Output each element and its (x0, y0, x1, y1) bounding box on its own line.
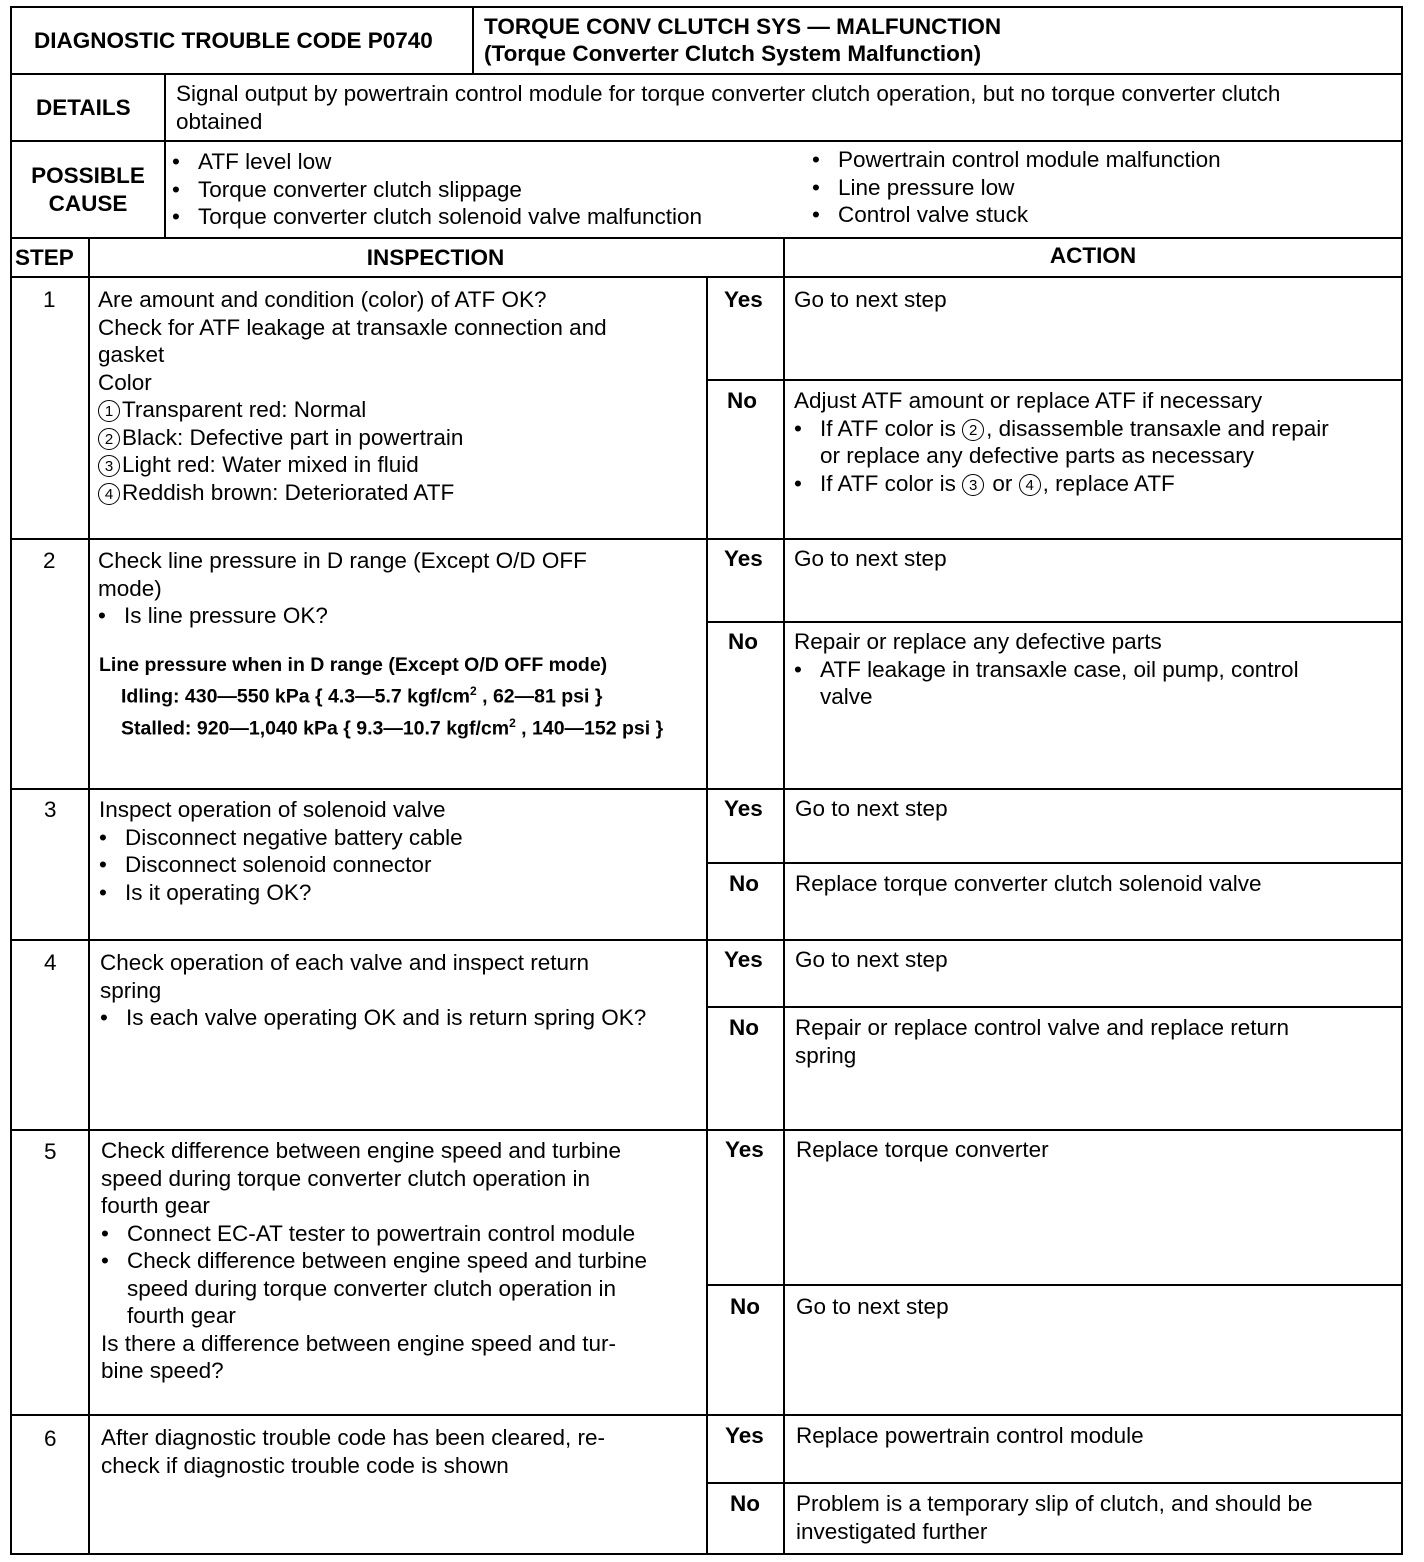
line-pressure-spec: Line pressure when in D range (Except O/D OFF mode) Idling: 430—550 kPa { 4.3—5.7 kgf/$cm^2$ , 62—81 psi } Stalled: 920—1,040 kPa { 9.3—10.7 kgf/$cm^2$ , 140—152 psi } (99, 654, 664, 739)
yes-label: Yes (725, 1137, 764, 1162)
step-number: 2 (43, 548, 56, 573)
step-4-no-action: Repair or replace control valve and replace return spring (795, 1015, 1290, 1068)
column-header-inspection: INSPECTION (366, 245, 505, 270)
color-item: 3 Light red: Water mixed in fluid (98, 451, 607, 479)
circled-number: 3 (962, 474, 984, 496)
step-2-no-action: Repair or replace any defective parts • ATF leakage in transaxle case, oil pump, control valve (794, 628, 1299, 711)
yes-label: Yes (725, 1423, 764, 1448)
step-2-yes-action: Go to next step (794, 546, 947, 571)
step-6-inspection: After diagnostic trouble code has been cleared, re- check if diagnostic trouble code is shown (101, 1425, 606, 1478)
list-item: • Control valve stuck (812, 201, 1221, 229)
step-1-no-action: Adjust ATF amount or replace ATF if necessary • If ATF color is 2 , disassemble transaxle and repair or replace any defective parts as necessary • If ATF color is 3 or 4 , replace ATF (794, 387, 1329, 497)
step-2-inspection: Check line pressure in D range (Except O/D OFF mode) • Is line pressure OK? (98, 547, 587, 630)
step-3-yes-action: Go to next step (795, 796, 948, 821)
list-item: • Line pressure low (812, 174, 1221, 202)
step-6-yes-action: Replace powertrain control module (796, 1423, 1144, 1448)
step-4-inspection: Check operation of each valve and inspect return spring • Is each valve operating OK and is return spring OK? (100, 949, 646, 1032)
no-label: No (730, 1294, 760, 1319)
dtc-code-label: DIAGNOSTIC TROUBLE CODE P0740 (34, 28, 433, 53)
dtc-title: TORQUE CONV CLUTCH SYS — MALFUNCTION (484, 14, 1002, 39)
circled-number: 4 (1019, 474, 1041, 496)
list-item: • Torque converter clutch solenoid valve malfunction (172, 203, 702, 231)
circled-number: 2 (98, 428, 120, 450)
list-item: • Torque converter clutch slippage (172, 176, 702, 204)
yes-label: Yes (724, 796, 763, 821)
no-label: No (729, 871, 759, 896)
details-text: Signal output by powertrain control module for torque converter clutch operation, but no torque converter clutch obtained (176, 81, 1281, 134)
list-item: • ATF level low (172, 148, 702, 176)
color-item: 1 Transparent red: Normal (98, 396, 607, 424)
no-label: No (727, 388, 757, 413)
yes-label: Yes (724, 287, 763, 312)
dtc-subtitle: (Torque Converter Clutch System Malfunction) (484, 41, 982, 66)
color-item: 2 Black: Defective part in powertrain (98, 424, 607, 452)
step-4-yes-action: Go to next step (795, 947, 948, 972)
color-item: 4 Reddish brown: Deteriorated ATF (98, 479, 607, 507)
step-1-inspection: Are amount and condition (color) of ATF OK? Check for ATF leakage at transaxle connection and gasket Color 1 Transparent red: Normal 2 Black: Defective part in powertrain 3 Light red: Water mixed in fluid 4 Reddish brown: Deteriorated ATF (98, 287, 607, 505)
step-1-yes-action: Go to next step (794, 287, 947, 312)
step-5-no-action: Go to next step (796, 1294, 949, 1319)
list-item: • Powertrain control module malfunction (812, 146, 1221, 174)
step-number: 6 (44, 1426, 57, 1451)
step-number: 5 (44, 1139, 57, 1164)
no-label: No (728, 629, 758, 654)
yes-label: Yes (724, 947, 763, 972)
step-number: 3 (44, 797, 57, 822)
column-header-step: STEP (15, 245, 74, 270)
no-label: No (729, 1015, 759, 1040)
circled-number: 1 (98, 400, 120, 422)
circled-number: 3 (98, 455, 120, 477)
step-number: 1 (43, 287, 56, 312)
step-3-no-action: Replace torque converter clutch solenoid valve (795, 871, 1262, 896)
circled-number: 2 (962, 419, 984, 441)
yes-label: Yes (724, 546, 763, 571)
step-5-yes-action: Replace torque converter (796, 1137, 1049, 1162)
no-label: No (730, 1491, 760, 1516)
details-label: DETAILS (36, 95, 131, 120)
circled-number: 4 (98, 483, 120, 505)
step-5-inspection: Check difference between engine speed and turbine speed during torque converter clutch operation in fourth gear • Connect EC-AT tester to powertrain control module • Check difference between engine speed and turbine speed during torque converter clutch operation in fourth gear Is there a difference between engine speed and tur- bine speed? (101, 1137, 647, 1385)
possible-cause-list-left (172, 148, 702, 231)
step-6-no-action: Problem is a temporary slip of clutch, and should be investigated further (796, 1491, 1313, 1544)
step-number: 4 (44, 950, 57, 975)
column-header-action: ACTION (1049, 243, 1137, 268)
possible-cause-list-right (812, 146, 1221, 229)
step-3-inspection: Inspect operation of solenoid valve • Disconnect negative battery cable • Disconnect solenoid connector • Is it operating OK? (99, 796, 463, 906)
possible-cause-label: POSSIBLE CAUSE (31, 163, 145, 216)
